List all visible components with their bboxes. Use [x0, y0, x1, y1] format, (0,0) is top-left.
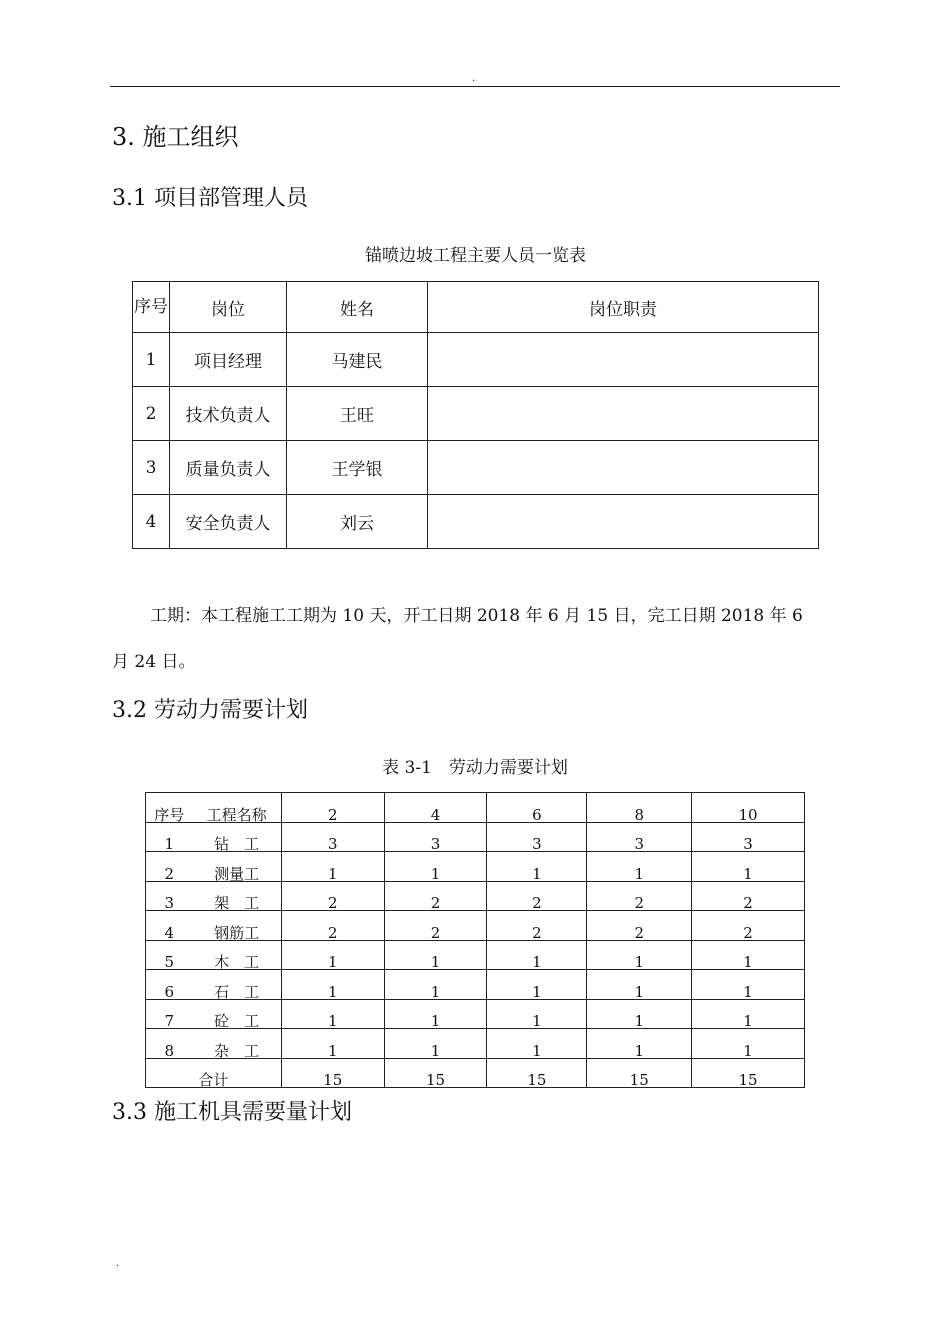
header-day: 10 — [692, 793, 805, 823]
cell-value: 1 — [487, 1029, 587, 1059]
cell-no: 4 — [146, 911, 193, 941]
cell-no: 6 — [146, 970, 193, 1000]
cell-post: 安全负责人 — [170, 495, 287, 549]
cell-value: 2 — [692, 911, 805, 941]
cell-work-name: 木 工 — [192, 940, 281, 970]
cell-no: 1 — [133, 333, 170, 387]
cell-value: 1 — [587, 940, 692, 970]
cell-value: 2 — [587, 881, 692, 911]
header-mark: . — [472, 73, 476, 84]
cell-value: 2 — [384, 911, 487, 941]
cell-value: 1 — [487, 852, 587, 882]
cell-value: 2 — [281, 881, 384, 911]
cell-work-name: 架 工 — [192, 881, 281, 911]
cell-no: 4 — [133, 495, 170, 549]
table-row — [133, 495, 819, 549]
subsection-title-labor: 3.2 劳动力需要计划 — [112, 698, 308, 723]
cell-value: 1 — [281, 970, 384, 1000]
table-row — [146, 970, 805, 1000]
schedule-line-1: 工期：本工程施工工期为 10 天，开工日期 2018 年 6 月 15 日，完工日期 2018 年 6 — [150, 606, 803, 626]
total-row — [146, 1058, 805, 1088]
cell-value: 1 — [384, 852, 487, 882]
cell-value: 2 — [487, 911, 587, 941]
total-value: 15 — [281, 1058, 384, 1088]
table-row — [146, 1029, 805, 1059]
header-day: 2 — [281, 793, 384, 823]
cell-no: 2 — [133, 387, 170, 441]
cell-duty — [428, 441, 819, 495]
labor-table — [145, 792, 805, 1088]
cell-value: 1 — [281, 1029, 384, 1059]
cell-name: 王学银 — [287, 441, 428, 495]
total-label: 合计 — [146, 1058, 282, 1088]
cell-value: 1 — [587, 852, 692, 882]
cell-post: 质量负责人 — [170, 441, 287, 495]
header-no: 序号 — [133, 282, 170, 333]
table-row — [146, 999, 805, 1029]
cell-value: 2 — [587, 911, 692, 941]
cell-post: 项目经理 — [170, 333, 287, 387]
cell-value: 3 — [692, 822, 805, 852]
section-title: 3. 施工组织 — [112, 123, 239, 151]
cell-post: 技术负责人 — [170, 387, 287, 441]
cell-work-name: 石 工 — [192, 970, 281, 1000]
cell-value: 1 — [587, 999, 692, 1029]
cell-value: 1 — [487, 999, 587, 1029]
cell-work-name: 钻 工 — [192, 822, 281, 852]
table-row — [133, 387, 819, 441]
staff-table-header-row — [133, 282, 819, 333]
total-value: 15 — [487, 1058, 587, 1088]
header-day: 4 — [384, 793, 487, 823]
cell-value: 1 — [384, 970, 487, 1000]
cell-no: 7 — [146, 999, 193, 1029]
header-day: 8 — [587, 793, 692, 823]
cell-name: 刘云 — [287, 495, 428, 549]
table-row — [146, 911, 805, 941]
header-duty: 岗位职责 — [428, 282, 819, 333]
subsection-title-staff: 3.1 项目部管理人员 — [112, 186, 308, 211]
cell-no: 2 — [146, 852, 193, 882]
cell-no: 8 — [146, 1029, 193, 1059]
header-work-name: 工程名称 — [192, 793, 281, 823]
labor-table-caption: 表 3-1 劳动力需要计划 — [382, 758, 568, 778]
cell-value: 1 — [692, 999, 805, 1029]
header-day: 6 — [487, 793, 587, 823]
total-value: 15 — [384, 1058, 487, 1088]
cell-value: 1 — [692, 940, 805, 970]
staff-table — [132, 281, 819, 549]
labor-header-row — [146, 793, 805, 823]
cell-value: 1 — [281, 852, 384, 882]
cell-value: 1 — [587, 1029, 692, 1059]
table-row — [133, 441, 819, 495]
footer-mark: . — [116, 1258, 120, 1269]
schedule-line-2: 月 24 日。 — [112, 652, 196, 672]
cell-duty — [428, 495, 819, 549]
header-no: 序号 — [146, 793, 193, 823]
table-row — [133, 333, 819, 387]
cell-value: 3 — [487, 822, 587, 852]
cell-no: 3 — [146, 881, 193, 911]
cell-name: 马建民 — [287, 333, 428, 387]
cell-value: 1 — [281, 940, 384, 970]
cell-value: 3 — [281, 822, 384, 852]
cell-value: 1 — [384, 940, 487, 970]
subsection-title-equipment: 3.3 施工机具需要量计划 — [112, 1100, 352, 1125]
cell-work-name: 杂 工 — [192, 1029, 281, 1059]
cell-work-name: 砼 工 — [192, 999, 281, 1029]
cell-value: 1 — [692, 852, 805, 882]
cell-value: 1 — [487, 970, 587, 1000]
total-value: 15 — [587, 1058, 692, 1088]
cell-value: 2 — [384, 881, 487, 911]
cell-value: 1 — [692, 1029, 805, 1059]
cell-value: 2 — [281, 911, 384, 941]
header-rule — [110, 86, 840, 87]
cell-value: 2 — [487, 881, 587, 911]
staff-table-caption: 锚喷边坡工程主要人员一览表 — [365, 246, 586, 266]
table-row — [146, 822, 805, 852]
header-name: 姓名 — [287, 282, 428, 333]
cell-value: 1 — [487, 940, 587, 970]
header-post: 岗位 — [170, 282, 287, 333]
cell-value: 3 — [587, 822, 692, 852]
cell-work-name: 钢筋工 — [192, 911, 281, 941]
cell-work-name: 测量工 — [192, 852, 281, 882]
cell-value: 1 — [692, 970, 805, 1000]
cell-value: 2 — [692, 881, 805, 911]
cell-name: 王旺 — [287, 387, 428, 441]
cell-value: 1 — [281, 999, 384, 1029]
cell-value: 1 — [384, 1029, 487, 1059]
table-row — [146, 881, 805, 911]
cell-duty — [428, 333, 819, 387]
cell-duty — [428, 387, 819, 441]
table-row — [146, 852, 805, 882]
table-row — [146, 940, 805, 970]
cell-value: 3 — [384, 822, 487, 852]
total-value: 15 — [692, 1058, 805, 1088]
cell-no: 1 — [146, 822, 193, 852]
cell-value: 1 — [384, 999, 487, 1029]
cell-no: 5 — [146, 940, 193, 970]
cell-value: 1 — [587, 970, 692, 1000]
cell-no: 3 — [133, 441, 170, 495]
